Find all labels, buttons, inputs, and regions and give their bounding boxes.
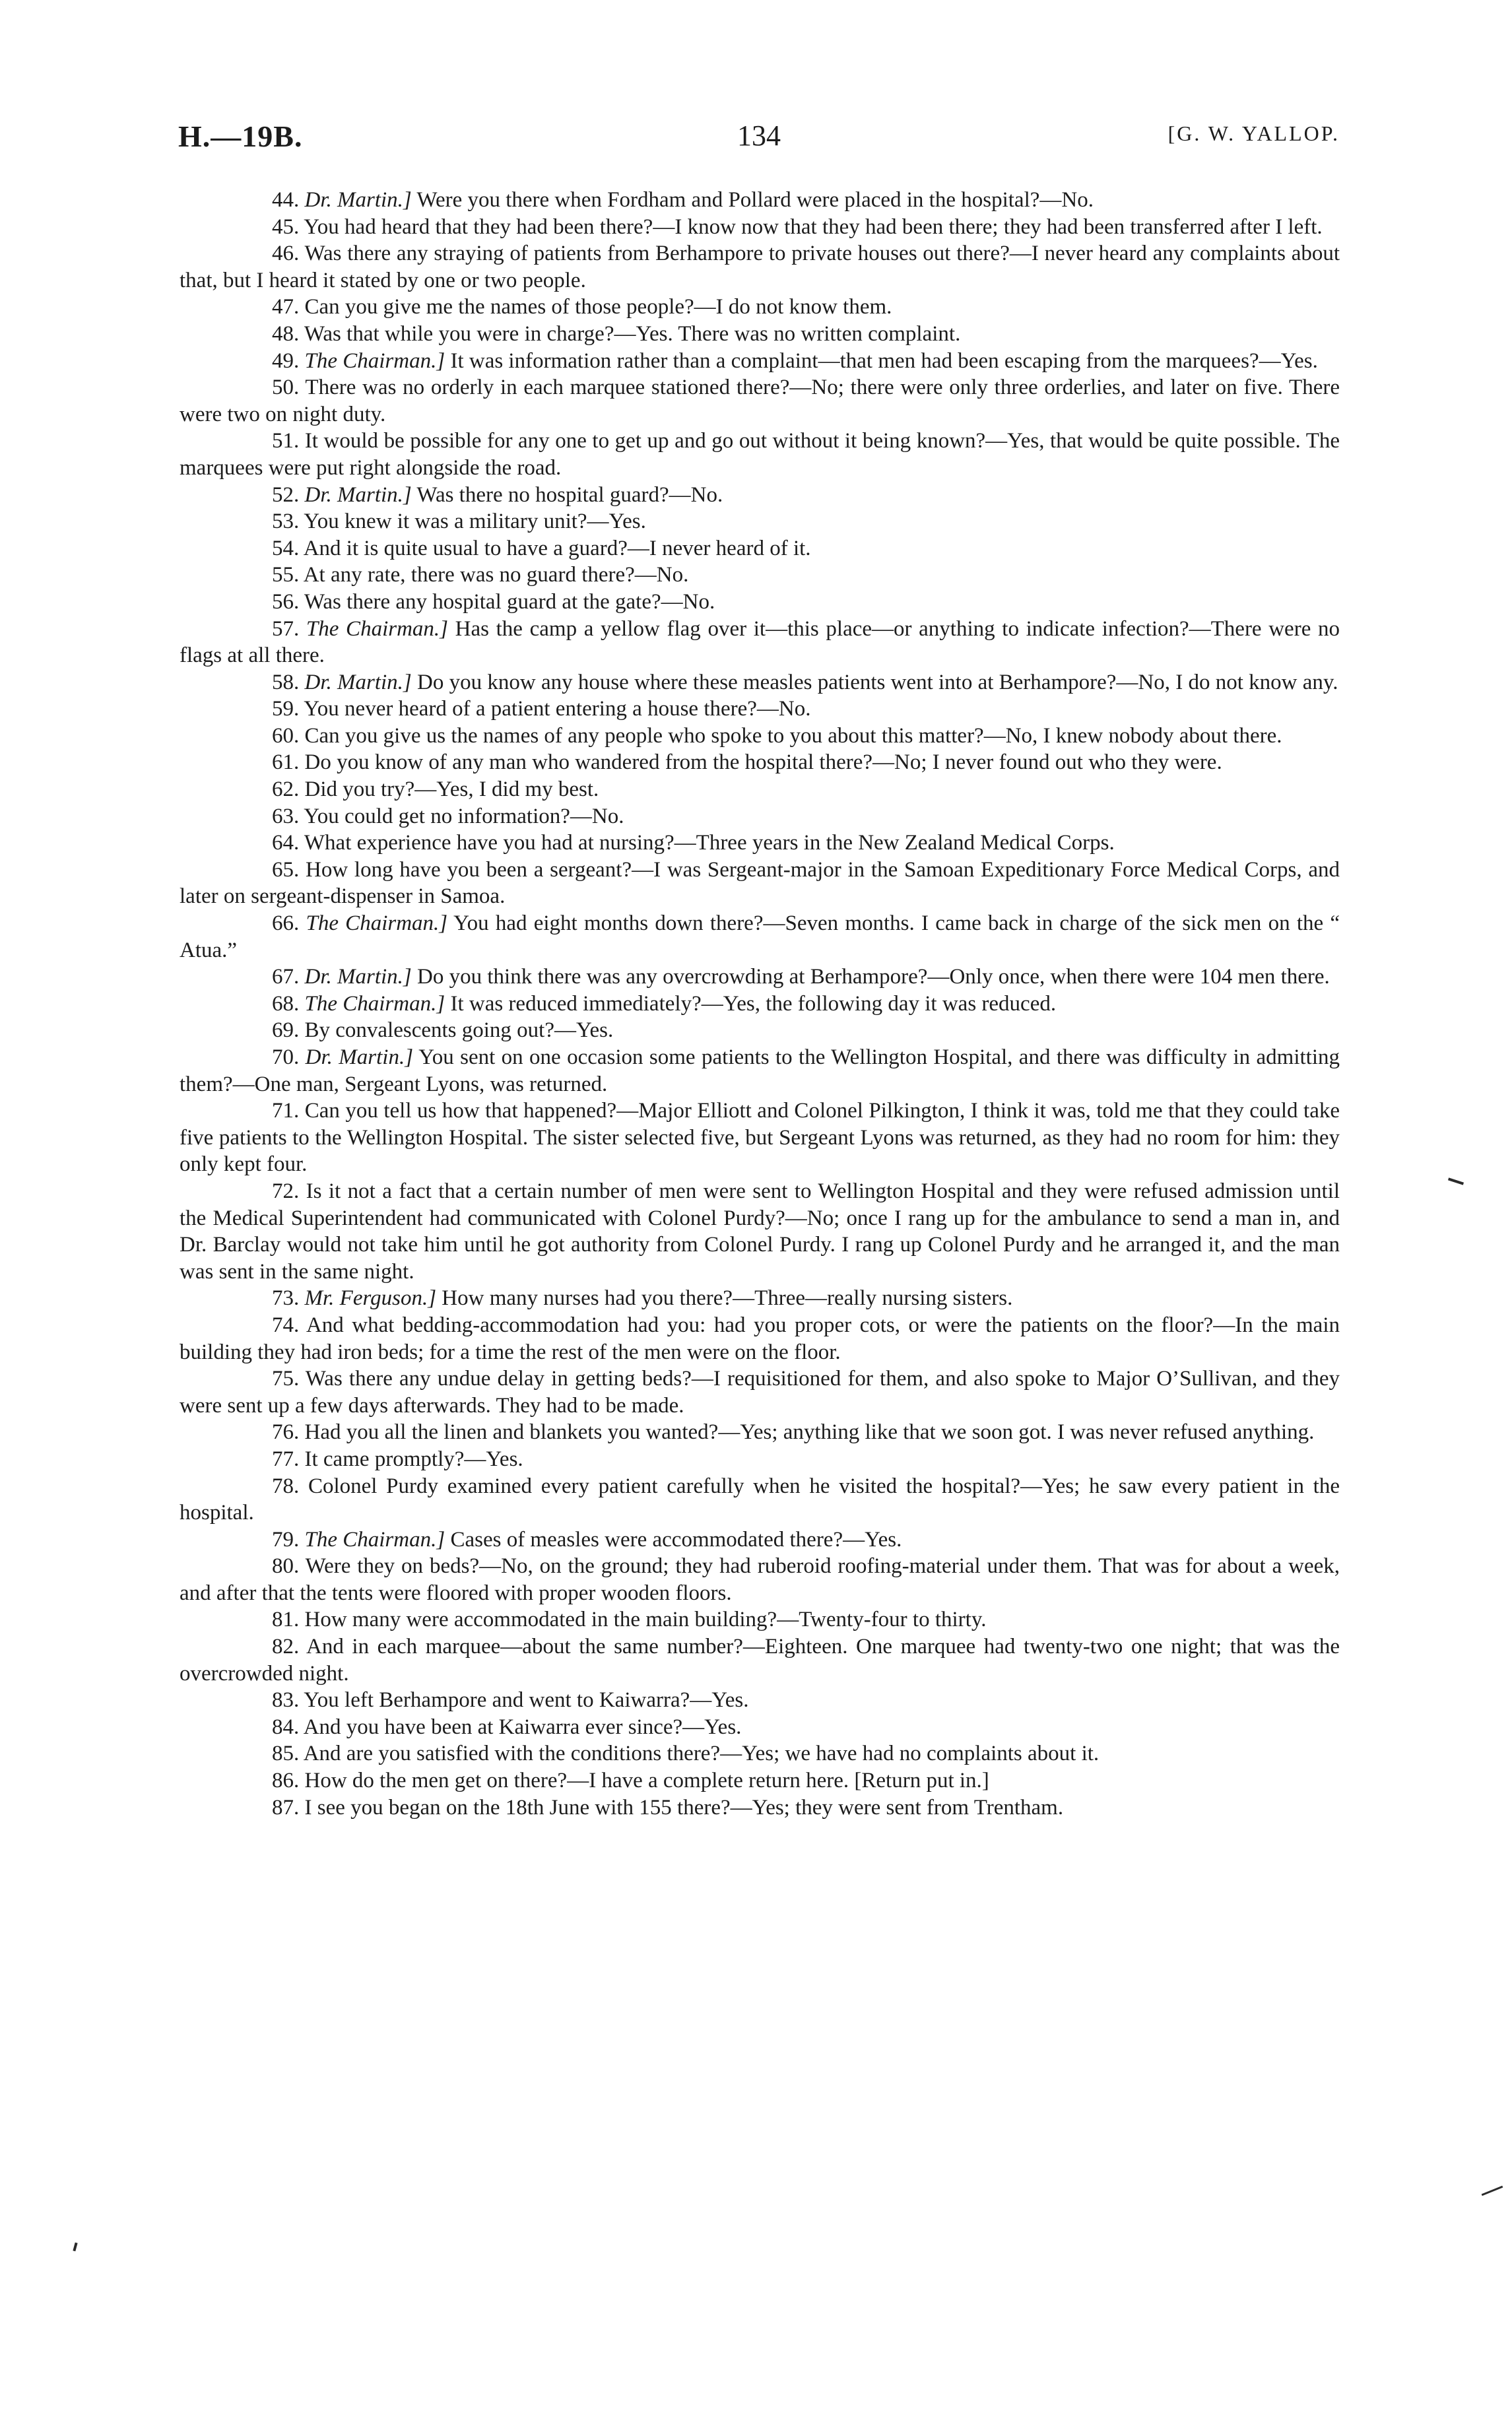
testimony-paragraph xyxy=(180,910,1340,964)
testimony-paragraph xyxy=(180,1687,1340,1714)
testimony-paragraph xyxy=(180,991,1340,1018)
testimony-paragraph xyxy=(180,240,1340,294)
question-number: 71. xyxy=(272,1099,300,1123)
question-answer-text: You left Berhampore and went to Kaiwarra?—Yes. xyxy=(304,1688,749,1713)
testimony-paragraph xyxy=(180,1446,1340,1473)
question-answer-text: Colonel Purdy examined every patient carefully when he visited the hospital?—Yes; he saw every patient in the hospital. xyxy=(180,1474,1340,1525)
witness-name: [G. W. YALLOP. xyxy=(1167,121,1340,145)
testimony-paragraph xyxy=(180,1312,1340,1365)
testimony-paragraph xyxy=(180,1794,1340,1822)
question-answer-text: It was information rather than a complaint—that men had been escaping from the marquees?—Yes. xyxy=(445,348,1318,373)
question-number: 82. xyxy=(272,1635,300,1659)
question-number: 86. xyxy=(272,1769,300,1793)
testimony-paragraph xyxy=(180,964,1340,991)
question-number: 46. xyxy=(272,242,300,266)
question-number: 45. xyxy=(272,214,300,239)
speaker-name: Mr. Ferguson.] xyxy=(304,1286,437,1311)
question-number: 72. xyxy=(272,1179,300,1203)
question-answer-text: How many were accommodated in the main building?—Twenty-four to thirty. xyxy=(304,1608,987,1632)
question-number: 54. xyxy=(272,536,300,560)
question-number: 56. xyxy=(272,589,300,614)
speaker-name: The Chairman.] xyxy=(304,348,445,373)
speaker-name: The Chairman.] xyxy=(306,911,448,936)
question-number: 85. xyxy=(272,1742,300,1766)
question-answer-text: It came promptly?—Yes. xyxy=(304,1447,523,1471)
question-answer-text: Was there no hospital guard?—No. xyxy=(411,482,723,507)
testimony-paragraph xyxy=(180,1633,1340,1687)
question-number: 60. xyxy=(272,723,300,748)
testimony-paragraph xyxy=(180,803,1340,830)
question-number: 75. xyxy=(272,1367,300,1391)
question-answer-text: And are you satisfied with the conditions there?—Yes; we have had no complaints about it. xyxy=(303,1742,1100,1766)
testimony-paragraph xyxy=(180,535,1340,562)
testimony-paragraph xyxy=(180,1044,1340,1098)
question-number: 62. xyxy=(272,777,300,802)
question-number: 61. xyxy=(272,750,300,775)
testimony-paragraph xyxy=(180,1473,1340,1527)
testimony-paragraph xyxy=(180,562,1340,589)
question-answer-text: By convalescents going out?—Yes. xyxy=(304,1018,614,1043)
question-number: 47. xyxy=(272,295,300,319)
question-answer-text: You had heard that they had been there?—I know now that they had been there; they had been transferred after I left. xyxy=(304,214,1323,239)
question-number: 44. xyxy=(272,188,300,212)
testimony-paragraph xyxy=(180,374,1340,428)
question-answer-text: Was that while you were in charge?—Yes. There was no written complaint. xyxy=(304,321,961,346)
testimony-paragraph xyxy=(180,616,1340,669)
question-number: 74. xyxy=(272,1313,300,1337)
page-header xyxy=(178,119,1340,165)
question-answer-text: You could get no information?—No. xyxy=(304,804,624,828)
question-number: 53. xyxy=(272,509,300,534)
question-number: 80. xyxy=(272,1554,300,1579)
question-number: 55. xyxy=(272,563,300,587)
testimony-paragraph xyxy=(180,348,1340,375)
question-answer-text: Cases of measles were accommodated there?—Yes. xyxy=(445,1527,902,1552)
question-number: 77. xyxy=(272,1447,300,1471)
speaker-name: Dr. Martin.] xyxy=(304,670,412,694)
testimony-paragraph xyxy=(180,294,1340,321)
question-answer-text: Did you try?—Yes, I did my best. xyxy=(304,777,599,802)
speaker-name: The Chairman.] xyxy=(304,1527,445,1552)
speaker-name: Dr. Martin.] xyxy=(304,482,412,507)
testimony-body xyxy=(180,187,1340,1821)
testimony-paragraph xyxy=(180,589,1340,616)
question-number: 65. xyxy=(272,857,300,882)
question-number: 49. xyxy=(272,348,300,373)
question-answer-text: Do you know of any man who wandered from the hospital there?—No; I never found out who they were. xyxy=(304,750,1222,775)
testimony-paragraph xyxy=(180,1285,1340,1312)
question-answer-text: Was there any straying of patients from Berhampore to private houses out there?—I never heard any complaints about that, but I heard it stated by one or two people. xyxy=(180,242,1340,292)
question-answer-text: Were they on beds?—No, on the ground; they had ruberoid roofing-material under them. That was for about a week, and after that the tents were floored with proper wooden floors. xyxy=(180,1554,1340,1605)
question-number: 84. xyxy=(272,1715,300,1739)
question-number: 67. xyxy=(272,965,300,989)
speaker-name: Dr. Martin.] xyxy=(304,965,412,989)
question-answer-text: Were you there when Fordham and Pollard were placed in the hospital?—No. xyxy=(411,188,1094,212)
question-number: 69. xyxy=(272,1018,300,1043)
page-number: 134 xyxy=(737,119,781,152)
testimony-paragraph xyxy=(180,857,1340,910)
testimony-paragraph xyxy=(180,1553,1340,1606)
question-answer-text: And it is quite usual to have a guard?—I never heard of it. xyxy=(303,536,811,560)
question-answer-text: It was reduced immediately?—Yes, the following day it was reduced. xyxy=(445,991,1057,1016)
question-answer-text: How many nurses had you there?—Three—really nursing sisters. xyxy=(436,1286,1013,1311)
testimony-paragraph xyxy=(180,776,1340,803)
speaker-name: The Chairman.] xyxy=(306,616,449,641)
question-answer-text: And you have been at Kaiwarra ever since?—Yes. xyxy=(303,1715,742,1739)
question-number: 52. xyxy=(272,482,300,507)
question-answer-text: Do you know any house where these measles patients went into at Berhampore?—No, I do not know any. xyxy=(411,670,1338,694)
testimony-paragraph xyxy=(180,1606,1340,1633)
question-answer-text: How do the men get on there?—I have a complete return here. [Return put in.] xyxy=(304,1769,989,1793)
speaker-name: Dr. Martin.] xyxy=(305,1045,414,1069)
question-number: 58. xyxy=(272,670,300,694)
scan-mark xyxy=(1482,2186,1503,2196)
question-answer-text: Can you give us the names of any people who spoke to you about this matter?—No, I knew nobody about there. xyxy=(304,723,1282,748)
question-answer-text: You had eight months down there?—Seven months. I came back in charge of the sick men on the “ Atua.” xyxy=(180,911,1340,962)
question-number: 73. xyxy=(272,1286,300,1311)
question-answer-text: Do you think there was any overcrowding at Berhampore?—Only once, when there were 104 men there. xyxy=(411,965,1330,989)
question-number: 48. xyxy=(272,321,300,346)
testimony-paragraph xyxy=(180,723,1340,750)
question-answer-text: Was there any undue delay in getting beds?—I requisitioned for them, and also spoke to Major O’Sullivan, and they were sent up a few days afterwards. They had to be made. xyxy=(180,1367,1340,1418)
testimony-paragraph xyxy=(180,1365,1340,1419)
testimony-paragraph xyxy=(180,214,1340,241)
question-number: 70. xyxy=(272,1045,300,1069)
question-answer-text: Had you all the linen and blankets you wanted?—Yes; anything like that we soon got. I was never refused anything. xyxy=(304,1420,1315,1445)
question-answer-text: Can you give me the names of those people?—I do not know them. xyxy=(304,295,892,319)
question-answer-text: You knew it was a military unit?—Yes. xyxy=(304,509,646,534)
testimony-paragraph xyxy=(180,1740,1340,1767)
question-answer-text: Can you tell us how that happened?—Major Elliott and Colonel Pilkington, I think it was, told me that they could take five patients to the Wellington Hospital. The sister selected five, but Sergeant Lyons was returned, as they had no room for him: they only kept four. xyxy=(180,1099,1340,1177)
testimony-paragraph xyxy=(180,187,1340,214)
question-answer-text: And in each marquee—about the same number?—Eighteen. One marquee had twenty-two one night; that was the overcrowded night. xyxy=(180,1635,1340,1686)
document-reference: H.—19B. xyxy=(178,119,303,153)
question-number: 68. xyxy=(272,991,300,1016)
question-number: 59. xyxy=(272,697,300,721)
question-number: 83. xyxy=(272,1688,300,1713)
question-number: 79. xyxy=(272,1527,300,1552)
question-number: 78. xyxy=(272,1474,300,1498)
testimony-paragraph xyxy=(180,1098,1340,1178)
testimony-paragraph xyxy=(180,830,1340,857)
question-answer-text: Has the camp a yellow flag over it—this place—or anything to indicate infection?—There were no flags at all there. xyxy=(180,616,1340,668)
testimony-paragraph xyxy=(180,1767,1340,1794)
question-answer-text: There was no orderly in each marquee stationed there?—No; there were only three orderlies, and later on five. There were two on night duty. xyxy=(180,376,1340,426)
question-number: 63. xyxy=(272,804,300,828)
question-answer-text: What experience have you had at nursing?—Three years in the New Zealand Medical Corps. xyxy=(304,831,1115,855)
question-answer-text: At any rate, there was no guard there?—No. xyxy=(303,563,689,587)
question-answer-text: You sent on one occasion some patients to the Wellington Hospital, and there was difficulty in admitting them?—One man, Sergeant Lyons, was returned. xyxy=(180,1045,1340,1096)
testimony-paragraph xyxy=(180,482,1340,509)
question-answer-text: I see you began on the 18th June with 155 there?—Yes; they were sent from Trentham. xyxy=(304,1795,1064,1820)
testimony-paragraph xyxy=(180,696,1340,723)
speaker-name: The Chairman.] xyxy=(304,991,445,1016)
scan-mark xyxy=(73,2243,77,2252)
scan-mark xyxy=(1448,1177,1464,1185)
testimony-paragraph xyxy=(180,1714,1340,1741)
testimony-paragraph xyxy=(180,669,1340,696)
question-answer-text: How long have you been a sergeant?—I was Sergeant-major in the Samoan Expeditionary Force Medical Corps, and later on sergeant-dispenser in Samoa. xyxy=(180,857,1340,909)
question-number: 57. xyxy=(272,616,300,641)
question-number: 64. xyxy=(272,831,300,855)
question-number: 66. xyxy=(272,911,300,936)
testimony-paragraph xyxy=(180,428,1340,481)
testimony-paragraph xyxy=(180,1017,1340,1044)
question-number: 87. xyxy=(272,1795,300,1820)
testimony-paragraph xyxy=(180,1178,1340,1285)
question-number: 76. xyxy=(272,1420,300,1445)
question-answer-text: Was there any hospital guard at the gate?—No. xyxy=(304,589,715,614)
question-number: 51. xyxy=(272,429,300,453)
question-answer-text: It would be possible for any one to get up and go out without it being known?—Yes, that would be quite possible. The marquees were put right alongside the road. xyxy=(180,429,1340,480)
testimony-paragraph xyxy=(180,749,1340,776)
question-number: 81. xyxy=(272,1608,300,1632)
question-answer-text: You never heard of a patient entering a house there?—No. xyxy=(304,697,811,721)
question-answer-text: And what bedding-accommodation had you: had you proper cots, or were the patients on the floor?—In the main building they had iron beds; for a time the rest of the men were on the floor. xyxy=(180,1313,1340,1364)
question-answer-text: Is it not a fact that a certain number of men were sent to Wellington Hospital and they were refused admission until the Medical Superintendent had communicated with Colonel Purdy?—No; once I rang up for the ambulance to send a man in, and Dr. Barclay would not take him until he got authority from Colonel Purdy. I rang up Colonel Purdy and he arranged it, and the man was sent in the same night. xyxy=(180,1179,1340,1284)
testimony-paragraph xyxy=(180,321,1340,348)
speaker-name: Dr. Martin.] xyxy=(304,188,412,212)
testimony-paragraph xyxy=(180,1419,1340,1446)
testimony-paragraph xyxy=(180,1527,1340,1554)
question-number: 50. xyxy=(272,376,300,400)
testimony-paragraph xyxy=(180,508,1340,535)
